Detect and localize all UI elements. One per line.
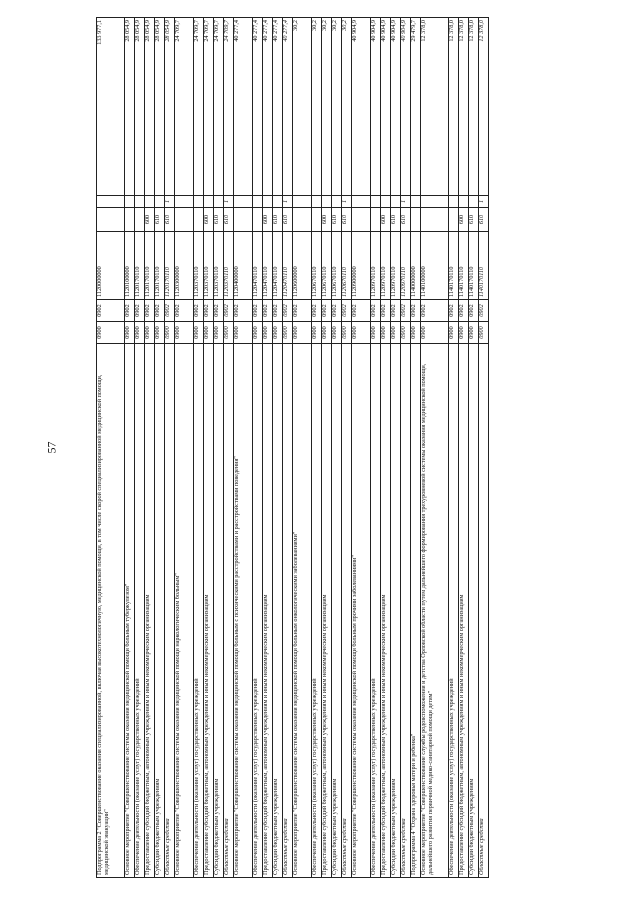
row-expense-type: 600 — [204, 208, 214, 232]
row-section: 0900 — [214, 322, 224, 344]
row-target-article: 1120370110 — [194, 232, 204, 300]
row-amount: 12 378,0 — [469, 18, 479, 196]
row-funding-mark — [135, 196, 145, 208]
row-name: Основное мероприятие "Совершенствование системы оказания медицинской помощи больным туберкулезом" — [125, 344, 135, 878]
row-amount: 24 709,7 — [214, 18, 224, 196]
row-target-article: 1120970110 — [371, 232, 381, 300]
row-section: 0900 — [459, 322, 469, 344]
row-name: Областные средства — [401, 344, 411, 878]
row-name: Областные средства — [283, 344, 293, 878]
row-funding-mark — [322, 196, 332, 208]
table-row — [214, 18, 224, 878]
row-name: Обеспечение деятельности (оказание услуг) государственных учреждений — [312, 344, 322, 878]
row-name: Областные средства — [165, 344, 175, 878]
row-expense-type — [449, 208, 459, 232]
row-expense-type: 600 — [459, 208, 469, 232]
row-amount: 29 479,7 — [411, 18, 421, 196]
row-subsection: 0902 — [283, 300, 293, 322]
row-funding-mark — [204, 196, 214, 208]
row-subsection: 0902 — [145, 300, 155, 322]
row-name: Обеспечение деятельности (оказание услуг) государственных учреждений — [449, 344, 459, 878]
row-expense-type: 600 — [263, 208, 273, 232]
row-subsection: 0902 — [322, 300, 332, 322]
row-subsection: 0902 — [469, 300, 479, 322]
row-funding-mark — [381, 196, 391, 208]
row-section: 0900 — [194, 322, 204, 344]
row-amount: 40 904,9 — [371, 18, 381, 196]
row-section: 0900 — [469, 322, 479, 344]
row-subsection: 0902 — [125, 300, 135, 322]
row-subsection: 0902 — [293, 300, 312, 322]
row-name: Основное мероприятие "Совершенствование системы оказания медицинской помощи больным с психическими расстройствами и расстройствами поведения" — [234, 344, 253, 878]
row-amount: 28 054,9 — [155, 18, 165, 196]
row-name: Предоставление субсидий бюджетным, автономным учреждениям и иным некоммерческим организациям — [145, 344, 155, 878]
row-subsection: 0902 — [135, 300, 145, 322]
table-row — [175, 18, 194, 878]
row-amount: 30,2 — [322, 18, 332, 196]
row-amount: 40 277,4 — [283, 18, 293, 196]
row-name: Субсидии бюджетным учреждениям — [155, 344, 165, 878]
row-section: 0900 — [401, 322, 411, 344]
row-subsection: 0902 — [352, 300, 371, 322]
row-expense-type: 610 — [165, 208, 175, 232]
row-subsection: 0902 — [234, 300, 253, 322]
row-expense-type: 600 — [381, 208, 391, 232]
row-section: 0900 — [283, 322, 293, 344]
row-funding-mark — [214, 196, 224, 208]
row-target-article: 1140170110 — [449, 232, 459, 300]
row-expense-type — [352, 208, 371, 232]
row-name: Обеспечение деятельности (оказание услуг) государственных учреждений — [253, 344, 263, 878]
table-row — [263, 18, 273, 878]
row-name: Предоставление субсидий бюджетным, автономным учреждениям и иным некоммерческим организациям — [204, 344, 214, 878]
row-expense-type: 610 — [401, 208, 411, 232]
row-target-article: 1120670110 — [322, 232, 332, 300]
row-target-article: 1120470110 — [253, 232, 263, 300]
table-row — [135, 18, 145, 878]
row-funding-mark — [449, 196, 459, 208]
row-funding-mark — [371, 196, 381, 208]
row-funding-mark: 1 — [401, 196, 411, 208]
row-funding-mark — [293, 196, 312, 208]
row-section: 0900 — [411, 322, 421, 344]
table-row — [312, 18, 322, 878]
row-expense-type — [293, 208, 312, 232]
page-number: 57 — [44, 441, 59, 454]
row-section: 0900 — [479, 322, 489, 344]
row-expense-type: 610 — [283, 208, 293, 232]
row-funding-mark — [411, 196, 421, 208]
row-name: Подпрограмма 2 "Совершенствование оказания специализированной, включая высокотехнологичную, медицинской помощи, в том числе скорой специализированной медицинской помощи, медицинской эвакуации" — [97, 344, 125, 878]
row-amount: 12 378,0 — [421, 18, 449, 196]
row-funding-mark — [459, 196, 469, 208]
row-funding-mark: 1 — [479, 196, 489, 208]
row-section: 0900 — [165, 322, 175, 344]
table-row — [332, 18, 342, 878]
row-subsection: 0902 — [332, 300, 342, 322]
row-subsection: 0902 — [165, 300, 175, 322]
row-section: 0900 — [253, 322, 263, 344]
row-expense-type — [253, 208, 263, 232]
row-section: 0900 — [97, 322, 125, 344]
row-section: 0900 — [175, 322, 194, 344]
row-section: 0900 — [204, 322, 214, 344]
row-target-article: 1120170110 — [165, 232, 175, 300]
row-target-article: 1140170110 — [479, 232, 489, 300]
row-target-article: 1120170110 — [155, 232, 165, 300]
row-section: 0900 — [322, 322, 332, 344]
table-row — [459, 18, 469, 878]
row-amount: 30,2 — [342, 18, 352, 196]
row-name: Предоставление субсидий бюджетным, автономным учреждениям и иным некоммерческим организациям — [322, 344, 332, 878]
row-subsection: 0902 — [194, 300, 204, 322]
row-target-article: 1140170110 — [459, 232, 469, 300]
row-section: 0900 — [273, 322, 283, 344]
table-row — [401, 18, 411, 878]
table-row — [283, 18, 293, 878]
row-subsection: 0902 — [459, 300, 469, 322]
row-expense-type: 610 — [224, 208, 234, 232]
row-funding-mark — [194, 196, 204, 208]
row-section: 0900 — [145, 322, 155, 344]
row-target-article: 1120670110 — [342, 232, 352, 300]
row-name: Основное мероприятие "Совершенствование службы родовспоможения и детства Орловской области путем дальнейшего формирования трехуровневой системы оказания медицинской помощи, дальнейшего развития первичной медико-санитарной помощи детям" — [421, 344, 449, 878]
row-target-article: 1120970110 — [381, 232, 391, 300]
row-target-article: 1120970110 — [391, 232, 401, 300]
row-expense-type: 610 — [273, 208, 283, 232]
row-target-article: 1120670110 — [312, 232, 322, 300]
budget-table — [96, 17, 489, 878]
table-row — [224, 18, 234, 878]
rotated-table-container — [96, 18, 606, 878]
row-amount: 12 378,0 — [459, 18, 469, 196]
row-name: Обеспечение деятельности (оказание услуг) государственных учреждений — [194, 344, 204, 878]
row-section: 0900 — [352, 322, 371, 344]
row-funding-mark: 1 — [342, 196, 352, 208]
row-subsection: 0902 — [391, 300, 401, 322]
row-name: Областные средства — [342, 344, 352, 878]
row-amount: 28 054,9 — [165, 18, 175, 196]
row-target-article: 1120170110 — [135, 232, 145, 300]
row-expense-type: 600 — [322, 208, 332, 232]
row-funding-mark — [273, 196, 283, 208]
row-name: Предоставление субсидий бюджетным, автономным учреждениям и иным некоммерческим организациям — [381, 344, 391, 878]
table-row — [253, 18, 263, 878]
table-row — [479, 18, 489, 878]
row-amount: 40 904,9 — [391, 18, 401, 196]
row-funding-mark — [263, 196, 273, 208]
row-amount: 30,2 — [312, 18, 322, 196]
row-amount: 28 054,9 — [125, 18, 135, 196]
row-section: 0900 — [421, 322, 449, 344]
row-funding-mark — [97, 196, 125, 208]
row-expense-type — [312, 208, 322, 232]
row-amount: 40 904,9 — [352, 18, 371, 196]
row-subsection: 0902 — [97, 300, 125, 322]
row-target-article: 1120470110 — [283, 232, 293, 300]
table-row — [155, 18, 165, 878]
row-amount: 30,2 — [332, 18, 342, 196]
table-row — [411, 18, 421, 878]
row-amount: 40 277,4 — [263, 18, 273, 196]
row-funding-mark — [391, 196, 401, 208]
row-name: Субсидии бюджетным учреждениям — [214, 344, 224, 878]
row-subsection: 0902 — [175, 300, 194, 322]
table-row — [145, 18, 155, 878]
row-target-article: 1120370110 — [224, 232, 234, 300]
row-section: 0900 — [155, 322, 165, 344]
table-row — [342, 18, 352, 878]
row-subsection: 0902 — [253, 300, 263, 322]
row-section: 0900 — [391, 322, 401, 344]
row-section: 0900 — [224, 322, 234, 344]
table-row — [371, 18, 381, 878]
table-row — [234, 18, 253, 878]
row-target-article: 1120900000 — [352, 232, 371, 300]
row-funding-mark: 1 — [165, 196, 175, 208]
row-funding-mark — [421, 196, 449, 208]
table-row — [165, 18, 175, 878]
row-expense-type: 610 — [342, 208, 352, 232]
row-name: Субсидии бюджетным учреждениям — [469, 344, 479, 878]
row-name: Предоставление субсидий бюджетным, автономным учреждениям и иным некоммерческим организациям — [263, 344, 273, 878]
row-target-article: 1120370110 — [214, 232, 224, 300]
row-expense-type: 610 — [214, 208, 224, 232]
row-target-article: 1120470110 — [263, 232, 273, 300]
table-row — [391, 18, 401, 878]
row-target-article: 1120400000 — [234, 232, 253, 300]
row-expense-type: 610 — [391, 208, 401, 232]
row-funding-mark — [234, 196, 253, 208]
row-amount: 40 277,4 — [234, 18, 253, 196]
row-amount: 28 054,9 — [145, 18, 155, 196]
row-name: Основное мероприятие "Совершенствование системы оказания медицинской помощи больным онкологическими заболеваниями" — [293, 344, 312, 878]
row-target-article: 1120970110 — [401, 232, 411, 300]
row-section: 0900 — [135, 322, 145, 344]
row-subsection: 0902 — [155, 300, 165, 322]
row-section: 0900 — [125, 322, 135, 344]
table-row — [421, 18, 449, 878]
row-section: 0900 — [293, 322, 312, 344]
row-section: 0900 — [332, 322, 342, 344]
row-expense-type — [411, 208, 421, 232]
row-section: 0900 — [312, 322, 322, 344]
row-name: Основное мероприятие "Совершенствование системы оказания медицинской помощи больным прочими заболеваниями" — [352, 344, 371, 878]
row-name: Субсидии бюджетным учреждениям — [273, 344, 283, 878]
row-funding-mark — [469, 196, 479, 208]
row-amount: 40 277,4 — [273, 18, 283, 196]
row-funding-mark: 1 — [224, 196, 234, 208]
row-target-article: 1140100000 — [421, 232, 449, 300]
row-expense-type — [135, 208, 145, 232]
row-subsection: 0902 — [312, 300, 322, 322]
row-expense-type — [371, 208, 381, 232]
table-row — [97, 18, 125, 878]
row-amount: 12 378,0 — [449, 18, 459, 196]
row-target-article: 1120370110 — [204, 232, 214, 300]
row-target-article: 1120670110 — [332, 232, 342, 300]
row-target-article: 1120300000 — [175, 232, 194, 300]
row-name: Подпрограмма 4 "Охрана здоровья матери и ребенка" — [411, 344, 421, 878]
row-name: Обеспечение деятельности (оказание услуг) государственных учреждений — [135, 344, 145, 878]
row-amount: 24 709,7 — [204, 18, 214, 196]
row-expense-type: 610 — [469, 208, 479, 232]
table-row — [194, 18, 204, 878]
row-section: 0900 — [371, 322, 381, 344]
row-name: Основное мероприятие "Совершенствование системы оказания медицинской помощи наркологическим больным" — [175, 344, 194, 878]
row-funding-mark — [312, 196, 322, 208]
table-row — [125, 18, 135, 878]
budget-table-body — [97, 18, 489, 878]
row-name: Обеспечение деятельности (оказание услуг) государственных учреждений — [371, 344, 381, 878]
row-funding-mark — [175, 196, 194, 208]
table-row — [273, 18, 283, 878]
row-section: 0900 — [263, 322, 273, 344]
row-expense-type: 610 — [155, 208, 165, 232]
row-section: 0900 — [381, 322, 391, 344]
row-subsection: 0902 — [273, 300, 283, 322]
row-target-article: 1120600000 — [293, 232, 312, 300]
row-subsection: 0902 — [411, 300, 421, 322]
row-name: Предоставление субсидий бюджетным, автономным учреждениям и иным некоммерческим организациям — [459, 344, 469, 878]
row-amount: 40 277,4 — [253, 18, 263, 196]
row-expense-type: 600 — [145, 208, 155, 232]
row-amount: 24 709,7 — [175, 18, 194, 196]
row-expense-type: 610 — [479, 208, 489, 232]
row-amount: 24 709,7 — [224, 18, 234, 196]
row-expense-type — [234, 208, 253, 232]
row-section: 0900 — [449, 322, 459, 344]
row-expense-type — [125, 208, 135, 232]
row-subsection: 0902 — [263, 300, 273, 322]
row-funding-mark — [145, 196, 155, 208]
row-amount: 133 977,1 — [97, 18, 125, 196]
row-funding-mark — [253, 196, 263, 208]
row-subsection: 0902 — [204, 300, 214, 322]
row-funding-mark — [125, 196, 135, 208]
table-row — [204, 18, 214, 878]
row-subsection: 0902 — [342, 300, 352, 322]
row-name: Субсидии бюджетным учреждениям — [332, 344, 342, 878]
row-amount: 12 378,0 — [479, 18, 489, 196]
row-subsection: 0902 — [224, 300, 234, 322]
row-amount: 40 904,9 — [401, 18, 411, 196]
row-subsection: 0902 — [214, 300, 224, 322]
row-amount: 24 709,7 — [194, 18, 204, 196]
table-row — [449, 18, 459, 878]
table-row — [381, 18, 391, 878]
row-amount: 40 904,9 — [381, 18, 391, 196]
row-section: 0900 — [234, 322, 253, 344]
row-subsection: 0902 — [421, 300, 449, 322]
row-subsection: 0902 — [479, 300, 489, 322]
row-target-article: 1140170110 — [469, 232, 479, 300]
row-funding-mark — [332, 196, 342, 208]
table-row — [352, 18, 371, 878]
row-amount: 28 054,9 — [135, 18, 145, 196]
row-target-article: 1120470110 — [273, 232, 283, 300]
row-funding-mark — [352, 196, 371, 208]
row-subsection: 0902 — [401, 300, 411, 322]
table-row — [322, 18, 332, 878]
row-target-article: 1120000000 — [97, 232, 125, 300]
row-amount: 30,2 — [293, 18, 312, 196]
row-name: Областные средства — [224, 344, 234, 878]
row-subsection: 0902 — [371, 300, 381, 322]
row-target-article: 1120170110 — [145, 232, 155, 300]
row-funding-mark — [155, 196, 165, 208]
row-expense-type — [97, 208, 125, 232]
row-subsection: 0902 — [381, 300, 391, 322]
row-funding-mark: 1 — [283, 196, 293, 208]
row-target-article: 1140000000 — [411, 232, 421, 300]
row-name: Субсидии бюджетным учреждениям — [391, 344, 401, 878]
row-target-article: 1120100000 — [125, 232, 135, 300]
table-row — [293, 18, 312, 878]
row-expense-type — [194, 208, 204, 232]
row-expense-type — [421, 208, 449, 232]
row-name: Областные средства — [479, 344, 489, 878]
row-section: 0900 — [342, 322, 352, 344]
row-subsection: 0902 — [449, 300, 459, 322]
row-expense-type — [175, 208, 194, 232]
table-row — [469, 18, 479, 878]
row-expense-type: 610 — [332, 208, 342, 232]
